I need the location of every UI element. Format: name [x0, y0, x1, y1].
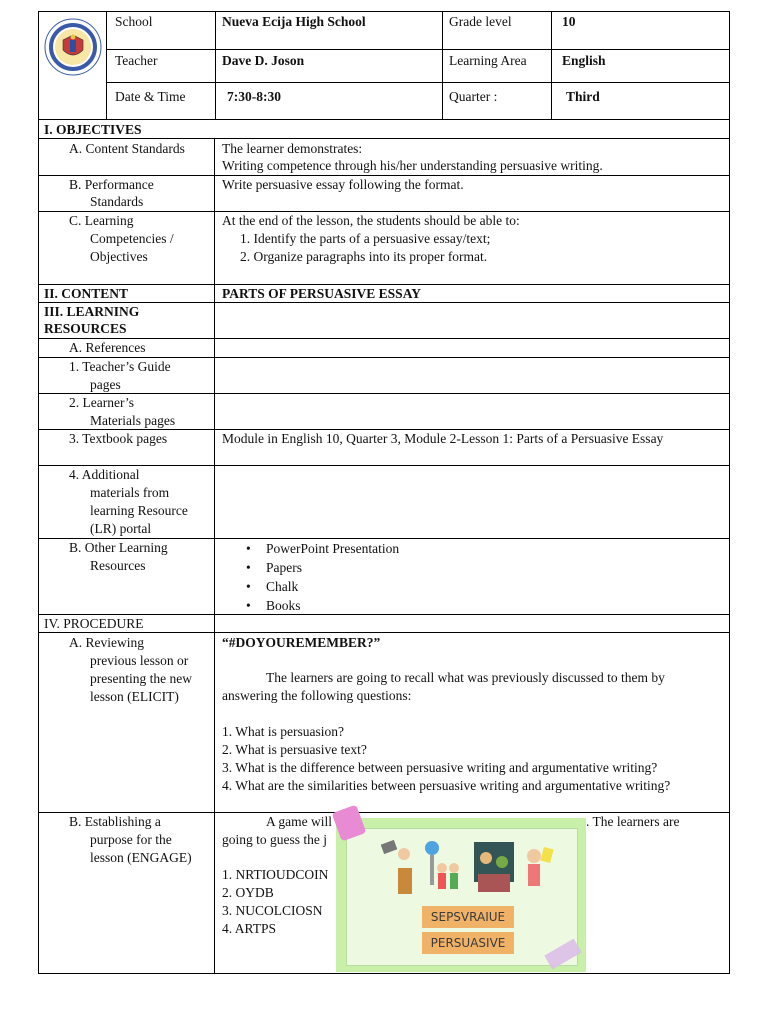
- cartoon-figures: [374, 834, 558, 898]
- other-resources-label: B. Other Learning: [69, 540, 168, 555]
- elicit-heading: “#DOYOUREMEMBER?”: [222, 635, 381, 650]
- header-divider: [442, 11, 443, 119]
- scrambled-word-card: SEPSVRAIUE: [422, 906, 514, 928]
- competencies-label: Objectives: [90, 249, 148, 264]
- header-divider: [106, 11, 107, 119]
- game-illustration: [336, 818, 586, 972]
- school-value: Nueva Ecija High School: [222, 14, 366, 29]
- header-divider: [38, 119, 730, 120]
- quarter-label: Quarter :: [449, 89, 498, 104]
- elicit-question: 1. What is persuasion?: [222, 724, 344, 739]
- additional-materials-label: (LR) portal: [90, 521, 152, 536]
- date-time-value: 7:30-8:30: [227, 89, 281, 104]
- engage-label: lesson (ENGAGE): [90, 850, 192, 865]
- resource-list-item: • Chalk: [266, 578, 298, 596]
- deped-seal-logo: [44, 18, 102, 76]
- additional-materials-label: learning Resource: [90, 503, 188, 518]
- additional-materials-label: materials from: [90, 485, 170, 500]
- resources-heading: RESOURCES: [44, 321, 127, 336]
- table-border-left: [38, 11, 39, 974]
- column-divider: [214, 138, 215, 974]
- teacher-label: Teacher: [115, 53, 158, 68]
- competency-item: 1. Identify the parts of a persuasive essay/text;: [240, 231, 491, 246]
- learners-materials-label: Materials pages: [90, 413, 176, 428]
- content-standards-label: A. Content Standards: [69, 141, 185, 156]
- elicit-question: 3. What is the difference between persuasive writing and argumentative writing?: [222, 760, 658, 775]
- elicit-label: previous lesson or: [90, 653, 189, 668]
- table-border-top: [38, 11, 730, 12]
- header-divider: [106, 82, 730, 83]
- grade-level-label: Grade level: [449, 14, 512, 29]
- table-border-right: [729, 11, 730, 974]
- elicit-label: presenting the new: [90, 671, 192, 686]
- teachers-guide-label: pages: [90, 377, 121, 392]
- elicit-label: lesson (ELICIT): [90, 689, 179, 704]
- engage-paragraph: . The learners are: [586, 814, 680, 829]
- objectives-heading: I. OBJECTIVES: [44, 122, 142, 137]
- header-divider: [215, 11, 216, 119]
- performance-standards-value: Write persuasive essay following the format.: [222, 177, 464, 192]
- competencies-intro: At the end of the lesson, the students should be able to:: [222, 213, 520, 228]
- answer-word-card: PERSUASIVE: [422, 932, 514, 954]
- learners-materials-label: 2. Learner’s: [69, 395, 134, 410]
- elicit-paragraph: The learners are going to recall what was previously discussed to them by: [266, 670, 665, 685]
- scrambled-word: 1. NRTIOUDCOIN: [222, 867, 329, 882]
- textbook-label: 3. Textbook pages: [69, 431, 168, 446]
- engage-paragraph: going to guess the j: [222, 832, 327, 847]
- elicit-paragraph: answering the following questions:: [222, 688, 412, 703]
- performance-standards-label: B. Performance: [69, 177, 154, 192]
- grade-level-value: 10: [562, 14, 576, 29]
- table-border-bottom: [38, 973, 730, 974]
- resource-list-item: • PowerPoint Presentation: [266, 540, 399, 558]
- teachers-guide-label: 1. Teacher’s Guide: [69, 359, 171, 374]
- header-divider: [551, 11, 552, 119]
- scrambled-word: 2. OYDB: [222, 885, 274, 900]
- content-standards-line: The learner demonstrates:: [222, 141, 363, 156]
- header-divider: [106, 49, 730, 50]
- content-standards-line: Writing competence through his/her understanding persuasive writing.: [222, 158, 603, 173]
- learning-area-value: English: [562, 53, 606, 68]
- competencies-label: Competencies /: [90, 231, 174, 246]
- school-label: School: [115, 14, 153, 29]
- other-resources-label: Resources: [90, 558, 146, 573]
- scrambled-word: 3. NUCOLCIOSN: [222, 903, 323, 918]
- row-divider: [38, 393, 730, 394]
- procedure-heading: IV. PROCEDURE: [44, 616, 144, 631]
- quarter-value: Third: [566, 89, 600, 104]
- date-time-label: Date & Time: [115, 89, 186, 104]
- competencies-label: C. Learning: [69, 213, 134, 228]
- competency-item: 2. Organize paragraphs into its proper format.: [240, 249, 488, 264]
- row-divider: [38, 465, 730, 466]
- content-heading: II. CONTENT: [44, 286, 129, 301]
- learning-area-label: Learning Area: [449, 53, 527, 68]
- textbook-value: Module in English 10, Quarter 3, Module 2-Lesson 1: Parts of a Persuasive Essay: [222, 431, 664, 446]
- resource-list-item: • Papers: [266, 559, 302, 577]
- resource-list-item: • Books: [266, 597, 301, 615]
- engage-label: purpose for the: [90, 832, 172, 847]
- engage-label: B. Establishing a: [69, 814, 161, 829]
- references-label: A. References: [69, 340, 146, 355]
- scrambled-word: 4. ARTPS: [222, 921, 276, 936]
- performance-standards-label: Standards: [90, 194, 144, 209]
- additional-materials-label: 4. Additional: [69, 467, 140, 482]
- elicit-question: 2. What is persuasive text?: [222, 742, 367, 757]
- engage-paragraph: A game will: [266, 814, 332, 829]
- resources-heading: III. LEARNING: [44, 304, 140, 319]
- elicit-label: A. Reviewing: [69, 635, 144, 650]
- content-value: PARTS OF PERSUASIVE ESSAY: [222, 286, 421, 301]
- teacher-value: Dave D. Joson: [222, 53, 305, 68]
- elicit-question: 4. What are the similarities between persuasive writing and argumentative writing?: [222, 778, 671, 793]
- row-divider: [38, 138, 730, 139]
